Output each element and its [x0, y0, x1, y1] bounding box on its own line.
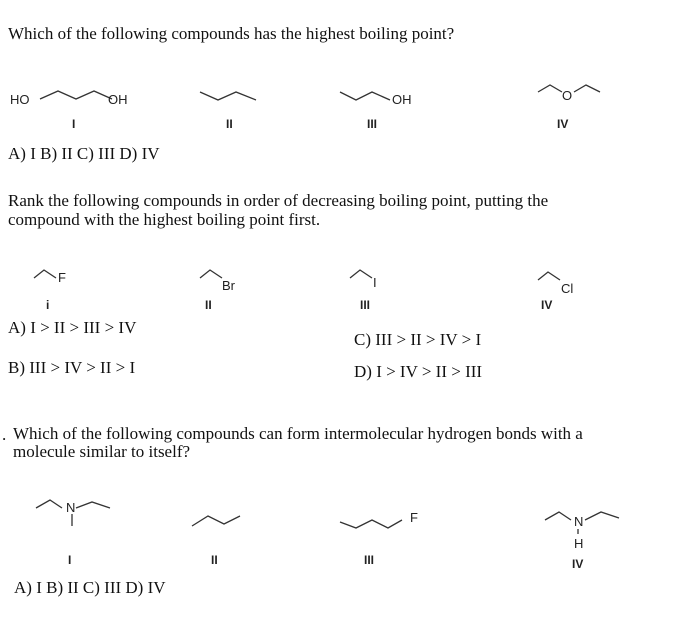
q1-label-ii: II	[226, 117, 233, 131]
q2-label-i: i	[46, 298, 50, 312]
q2-option-c: C) III > II > IV > I	[354, 330, 482, 349]
q1-mol1-oh-label: OH	[108, 92, 128, 107]
question-2-line-1: Rank the following compounds in order of decreasing boiling point, putting the	[8, 191, 549, 210]
q3-mol2-structure	[192, 510, 252, 530]
q3-mol4-h-label: H	[574, 536, 584, 551]
q3-answer-choices: A) I B) II C) III D) IV	[14, 578, 166, 597]
q3-label-iii: III	[364, 553, 375, 567]
question-2-line-2: compound with the highest boiling point first.	[8, 210, 321, 229]
q1-mol4-structure	[538, 80, 608, 100]
q2-mol2-br-label: Br	[222, 278, 235, 293]
q3-mol3-f-label: F	[410, 510, 418, 525]
q3-mol1-structure	[36, 496, 116, 530]
q3-label-ii: II	[211, 553, 218, 567]
q2-mol4-cl-label: Cl	[561, 281, 574, 296]
q1-mol3-oh-label: OH	[392, 92, 412, 107]
q2-option-a: A) I > II > III > IV	[8, 318, 137, 337]
q1-label-i: I	[72, 117, 76, 131]
q2-mol3-i-label: I	[373, 275, 377, 290]
q3-mol1-n-label: N	[66, 500, 76, 515]
q1-label-iii: III	[367, 117, 378, 131]
q3-label-i: I	[68, 553, 72, 567]
q3-label-iv: IV	[572, 557, 584, 571]
question-3-line-1: Which of the following compounds can form intermolecular hydrogen bonds with a	[13, 424, 583, 443]
q2-option-b: B) III > IV > II > I	[8, 358, 136, 377]
q1-label-iv: IV	[557, 117, 569, 131]
question-3-line-2: molecule similar to itself?	[13, 442, 191, 461]
q2-option-d: D) I > IV > II > III	[354, 362, 483, 381]
q1-mol2-structure	[200, 84, 260, 104]
q3-mol4-structure	[545, 506, 625, 536]
q1-mol3-structure	[340, 84, 400, 104]
question-3-bullet: .	[2, 425, 7, 444]
q2-label-iii: III	[360, 298, 371, 312]
q1-answer-choices: A) I B) II C) III D) IV	[8, 144, 160, 163]
q2-label-iv: IV	[541, 298, 553, 312]
q3-mol4-n-label: N	[574, 514, 584, 529]
q1-mol1-ho-label: HO	[10, 92, 30, 107]
question-1-text: Which of the following compounds has the highest boiling point?	[8, 24, 455, 43]
q1-mol4-o-label: O	[562, 88, 573, 103]
q2-mol1-f-label: F	[58, 270, 66, 285]
q3-mol3-structure	[340, 512, 410, 532]
q2-label-ii: II	[205, 298, 212, 312]
